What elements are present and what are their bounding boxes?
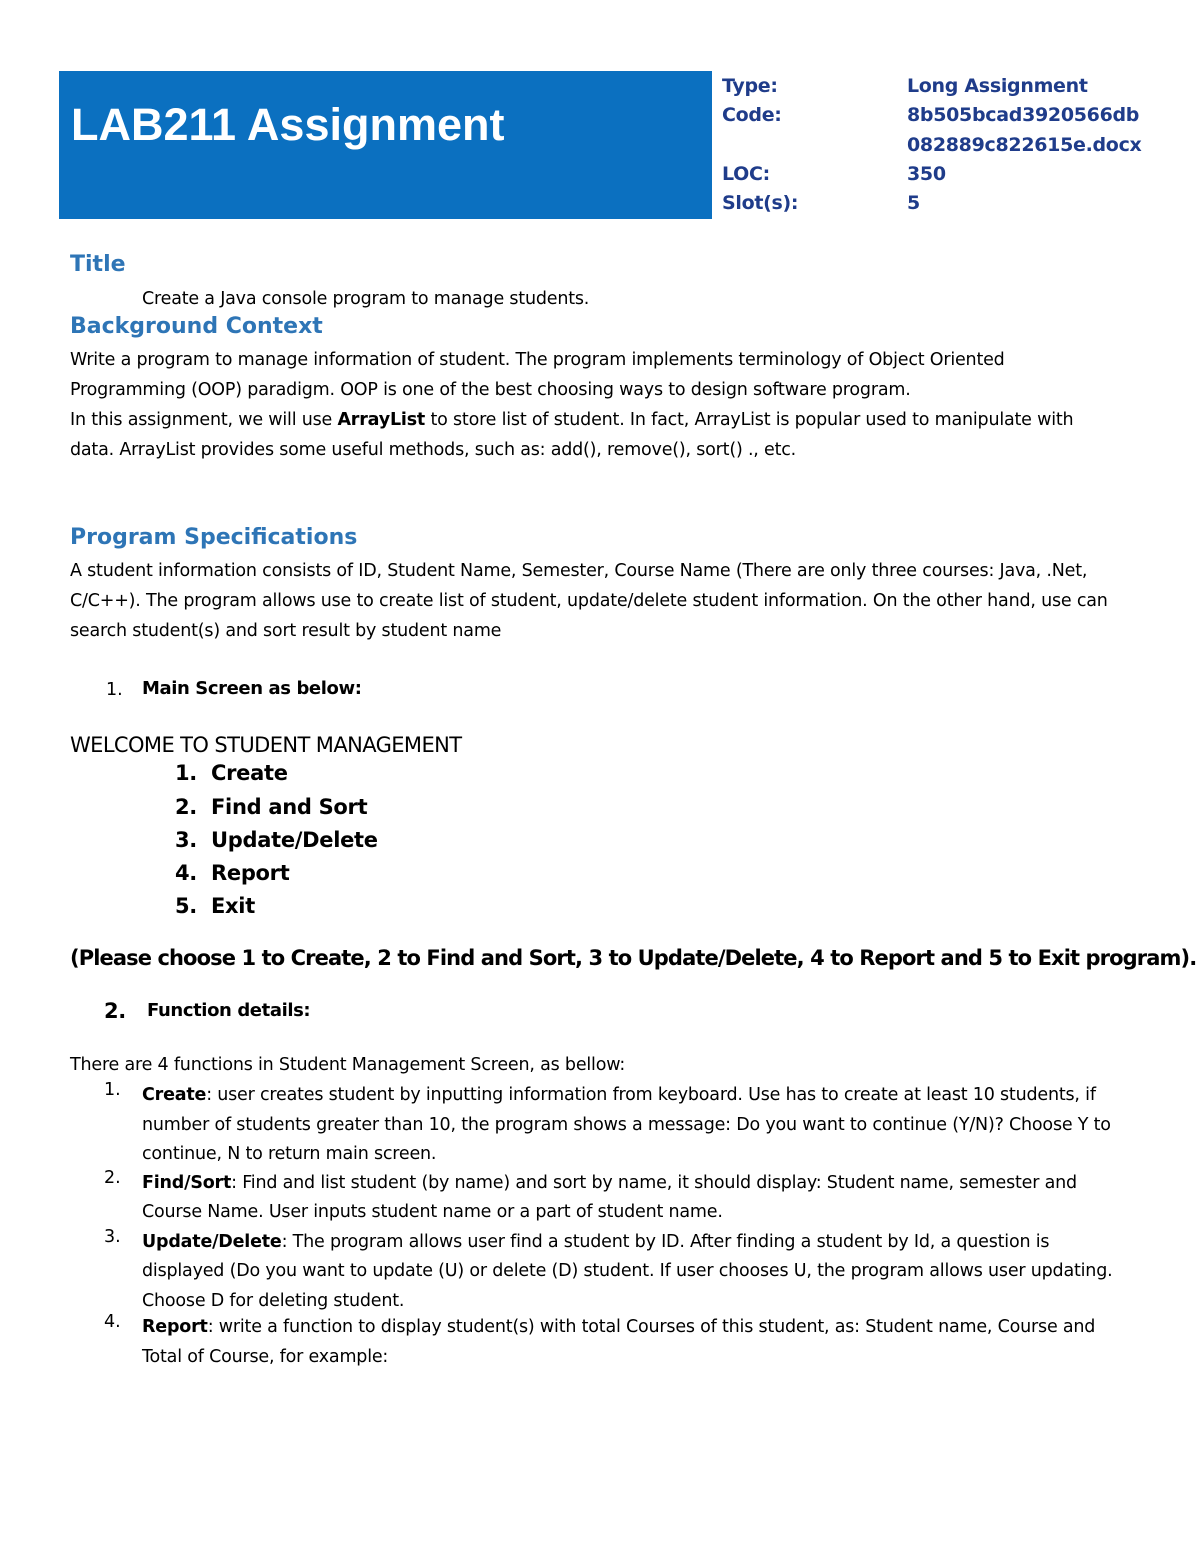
menu-item-update-delete bbox=[175, 828, 378, 852]
main-screen-num: 1. bbox=[106, 680, 123, 700]
function-details-label: Function details: bbox=[147, 1000, 311, 1021]
menu-item-number: 4. bbox=[175, 861, 197, 885]
meta-value-type: Long Assignment bbox=[907, 75, 1088, 97]
function-name: Update/Delete bbox=[142, 1232, 282, 1252]
menu-item-number: 2. bbox=[175, 795, 197, 819]
meta-value-code-cont: 082889c822615e.docx bbox=[907, 134, 1142, 156]
welcome-text: WELCOME TO STUDENT MANAGEMENT bbox=[70, 733, 462, 757]
menu-item-exit bbox=[175, 894, 255, 918]
main-screen-label: Main Screen as below: bbox=[142, 678, 362, 699]
function-text: : Find and list student (by name) and sort by name, it should display: Student name, semester and bbox=[231, 1173, 1077, 1193]
function-text: : user creates student by inputting information from keyboard. Use has to create at least 10 students, if bbox=[206, 1085, 1096, 1105]
menu-item-number: 5. bbox=[175, 894, 197, 918]
menu-item-report bbox=[175, 861, 289, 885]
function-report-line-1 bbox=[142, 1312, 1095, 1342]
specs-line-1: A student information consists of ID, Student Name, Semester, Course Name (There are only three courses: Java, .Net, bbox=[70, 561, 1088, 581]
background-line-3 bbox=[70, 405, 1073, 435]
meta-value-slots: 5 bbox=[907, 192, 920, 214]
function-name: Create bbox=[142, 1085, 207, 1105]
menu-prompt: (Please choose 1 to Create, 2 to Find and Sort, 3 to Update/Delete, 4 to Report and 5 to Exit program). bbox=[70, 946, 1197, 970]
menu-item-create bbox=[175, 761, 288, 785]
function-find-sort-line-2: Course Name. User inputs student name or a part of student name. bbox=[142, 1202, 723, 1222]
background-line-3-pre: In this assignment, we will use bbox=[70, 410, 338, 430]
functions-intro: There are 4 functions in Student Management Screen, as bellow: bbox=[70, 1055, 626, 1075]
meta-value-code: 8b505bcad3920566db bbox=[907, 104, 1140, 126]
background-line-1: Write a program to manage information of student. The program implements terminology of Object Oriented bbox=[70, 350, 1005, 370]
function-name: Report bbox=[142, 1317, 208, 1337]
function-num: 1. bbox=[104, 1080, 121, 1100]
function-update-delete-line-1 bbox=[142, 1227, 1049, 1257]
arraylist-keyword: ArrayList bbox=[337, 410, 426, 430]
function-details-num: 2. bbox=[104, 999, 126, 1023]
function-num: 2. bbox=[104, 1168, 121, 1188]
specs-line-2: C/C++). The program allows use to create list of student, update/delete student information. On the other hand, use can bbox=[70, 591, 1108, 611]
menu-item-label: Update/Delete bbox=[211, 828, 378, 852]
background-line-2: Programming (OOP) paradigm. OOP is one of the best choosing ways to design software program. bbox=[70, 380, 911, 400]
document-title: LAB211 Assignment bbox=[71, 99, 505, 150]
background-line-3-post: to store list of student. In fact, ArrayList is popular used to manipulate with bbox=[425, 410, 1074, 430]
function-text: : The program allows user find a student by ID. After finding a student by Id, a question is bbox=[281, 1232, 1050, 1252]
menu-item-label: Report bbox=[211, 861, 290, 885]
menu-item-label: Create bbox=[211, 761, 288, 785]
function-create-line-3: continue, N to return main screen. bbox=[142, 1144, 437, 1164]
specs-line-3: search student(s) and sort result by student name bbox=[70, 621, 502, 641]
function-find-sort-line-1 bbox=[142, 1168, 1077, 1198]
function-update-delete-line-3: Choose D for deleting student. bbox=[142, 1291, 405, 1311]
title-text: Create a Java console program to manage students. bbox=[142, 289, 590, 309]
menu-item-number: 3. bbox=[175, 828, 197, 852]
header-banner bbox=[59, 71, 712, 219]
meta-label-type: Type: bbox=[722, 75, 778, 97]
menu-item-number: 1. bbox=[175, 761, 197, 785]
menu-item-find-sort bbox=[175, 795, 367, 819]
function-text: : write a function to display student(s) with total Courses of this student, as: Student name, Course and bbox=[207, 1317, 1096, 1337]
meta-label-code: Code: bbox=[722, 104, 782, 126]
specs-heading: Program Specifications bbox=[70, 525, 358, 550]
function-report-line-2: Total of Course, for example: bbox=[142, 1347, 389, 1367]
meta-label-slots: Slot(s): bbox=[722, 192, 799, 214]
function-num: 3. bbox=[104, 1227, 121, 1247]
meta-value-loc: 350 bbox=[907, 163, 946, 185]
function-create-line-2: number of students greater than 10, the program shows a message: Do you want to continue (Y/N)? Choose Y to bbox=[142, 1115, 1111, 1135]
menu-item-label: Exit bbox=[211, 894, 255, 918]
function-name: Find/Sort bbox=[142, 1173, 232, 1193]
meta-label-loc: LOC: bbox=[722, 163, 770, 185]
function-num: 4. bbox=[104, 1312, 121, 1332]
title-heading: Title bbox=[70, 252, 126, 277]
menu-item-label: Find and Sort bbox=[211, 795, 368, 819]
background-heading: Background Context bbox=[70, 314, 323, 339]
function-create-line-1 bbox=[142, 1080, 1096, 1110]
background-line-4: data. ArrayList provides some useful methods, such as: add(), remove(), sort() ., etc. bbox=[70, 440, 797, 460]
function-update-delete-line-2: displayed (Do you want to update (U) or delete (D) student. If user chooses U, the program allows user updating. bbox=[142, 1261, 1113, 1281]
